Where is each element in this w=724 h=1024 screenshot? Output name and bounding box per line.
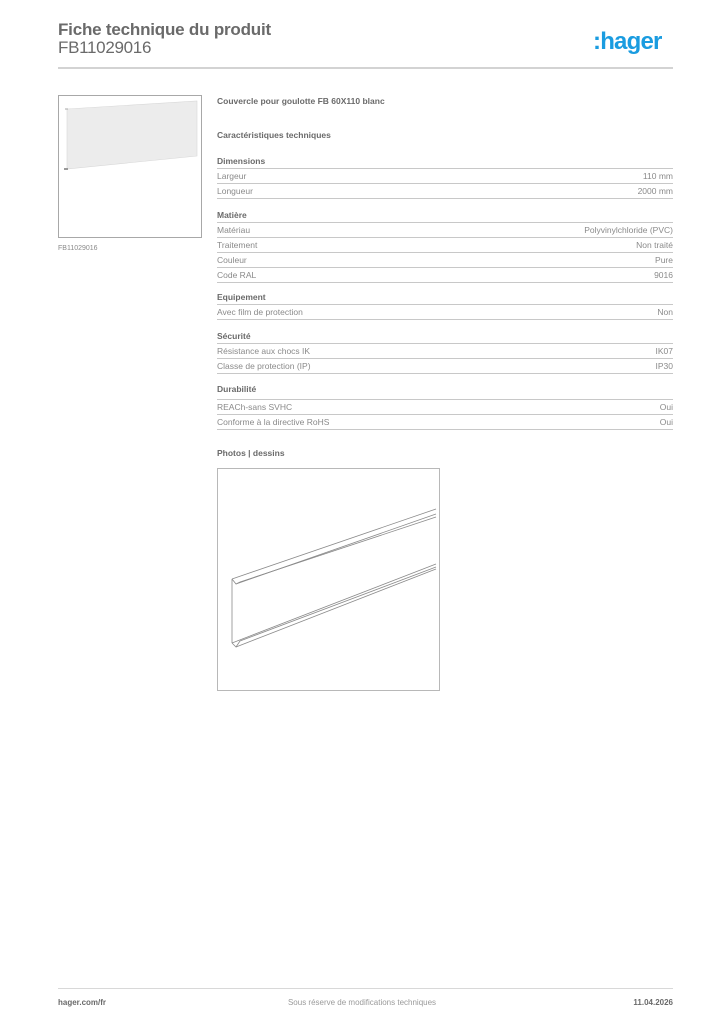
- spec-value: IK07: [655, 346, 673, 356]
- section-title: Durabilité: [217, 383, 673, 400]
- spec-label: Matériau: [217, 225, 251, 235]
- spec-value: IP30: [655, 361, 673, 371]
- spec-row: [217, 344, 673, 359]
- spec-value: Oui: [659, 402, 673, 412]
- cover-panel-icon: [59, 96, 201, 237]
- section-securite: [217, 330, 673, 374]
- spec-value: Non traité: [636, 240, 673, 250]
- section-title: Equipement: [217, 291, 673, 305]
- photos-title: Photos | dessins: [217, 448, 285, 458]
- section-equipement: [217, 291, 673, 320]
- characteristics-title: Caractéristiques techniques: [217, 130, 331, 140]
- product-name: Couvercle pour goulotte FB 60X110 blanc: [217, 96, 385, 106]
- product-thumbnail: [58, 95, 202, 238]
- spec-label: Traitement: [217, 240, 258, 250]
- spec-row: [217, 415, 673, 430]
- spec-row: [217, 223, 673, 238]
- spec-value: 2000 mm: [637, 186, 673, 196]
- spec-value: Pure: [655, 255, 673, 265]
- hager-logo: :hager: [593, 28, 662, 55]
- header-divider: [58, 67, 673, 69]
- spec-row: [217, 253, 673, 268]
- spec-label: Résistance aux chocs IK: [217, 346, 311, 356]
- section-title: Dimensions: [217, 155, 673, 169]
- spec-row: [217, 238, 673, 253]
- spec-label: Conforme à la directive RoHS: [217, 417, 330, 427]
- footer-website-link[interactable]: hager.com/fr: [58, 998, 107, 1007]
- spec-label: Classe de protection (IP): [217, 361, 311, 371]
- spec-value: Oui: [659, 417, 673, 427]
- spec-label: Avec film de protection: [217, 307, 303, 317]
- footer-date: 11.04.2026: [633, 998, 673, 1007]
- thumbnail-caption: FB11029016: [58, 245, 98, 252]
- spec-label: Longueur: [217, 186, 253, 196]
- spec-row: [217, 305, 673, 320]
- footer-disclaimer: Sous réserve de modifications techniques: [287, 998, 437, 1007]
- spec-label: Largeur: [217, 171, 247, 181]
- spec-label: Code RAL: [217, 270, 257, 280]
- footer-divider: [58, 988, 673, 989]
- section-title: Sécurité: [217, 330, 673, 344]
- spec-value: 110 mm: [642, 171, 673, 181]
- spec-value: Non: [657, 307, 673, 317]
- section-matiere: [217, 209, 673, 283]
- section-dimensions: [217, 155, 673, 199]
- spec-row: [217, 268, 673, 283]
- cable-trunking-cover-drawing-icon: [218, 469, 439, 690]
- spec-label: Couleur: [217, 255, 247, 265]
- page-title: Fiche technique du produit: [58, 20, 271, 39]
- spec-label: REACh-sans SVHC: [217, 402, 293, 412]
- section-title: Matière: [217, 209, 673, 223]
- spec-row: [217, 359, 673, 374]
- product-drawing: [217, 468, 440, 691]
- spec-row: [217, 169, 673, 184]
- spec-value: Polyvinylchloride (PVC): [584, 225, 673, 235]
- product-reference: FB11029016: [58, 38, 152, 57]
- spec-value: 9016: [654, 270, 673, 280]
- spec-row: [217, 184, 673, 199]
- spec-row: [217, 400, 673, 415]
- section-durabilite: [217, 383, 673, 430]
